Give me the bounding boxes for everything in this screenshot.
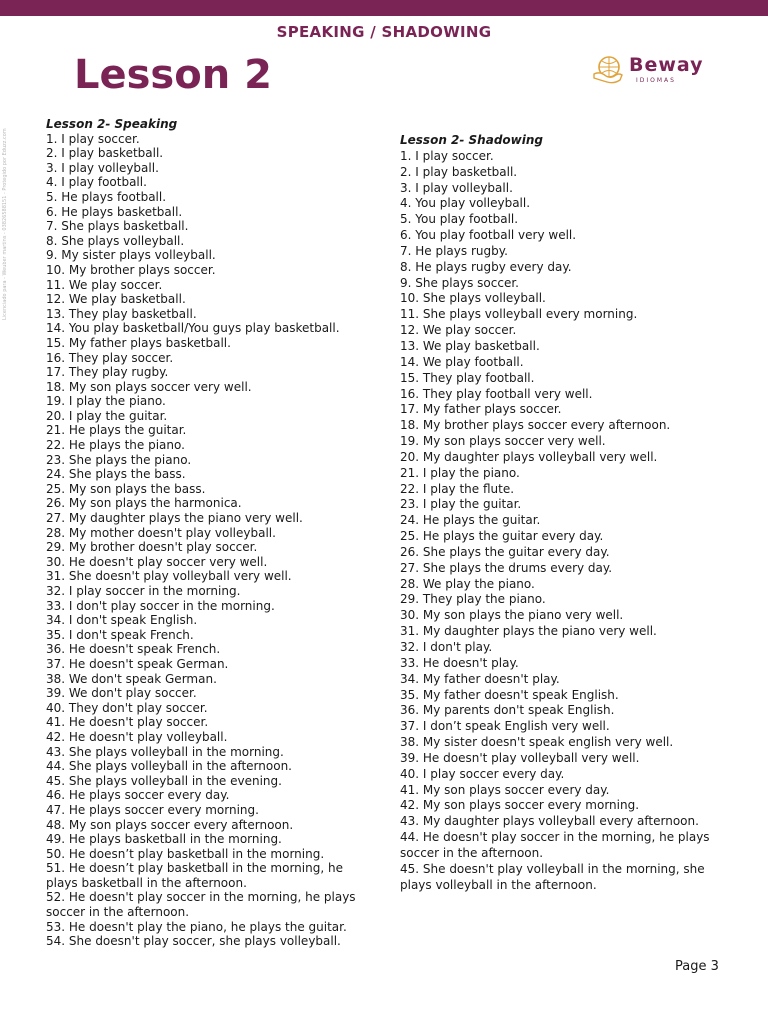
list-item: 44. He doesn't play soccer in the morning, he plays soccer in the afternoon. (400, 830, 710, 860)
list-item: 43. She plays volleyball in the morning. (46, 744, 284, 759)
list-item: 38. We don't speak German. (46, 671, 217, 686)
list-item: 18. My brother plays soccer every afternoon. (400, 418, 671, 433)
page-number: Page 3 (675, 959, 719, 974)
list-item: 20. I play the guitar. (46, 408, 168, 423)
list-item: 30. He doesn't play soccer very well. (46, 554, 268, 569)
list-item: 27. She plays the drums every day. (400, 560, 613, 575)
list-item: 23. She plays the piano. (46, 452, 192, 467)
list-item: 18. My son plays soccer very well. (46, 379, 252, 394)
list-item: 52. He doesn't play soccer in the morning, he plays soccer in the afternoon. (46, 890, 356, 920)
list-item: 9. She plays soccer. (400, 275, 519, 290)
list-item: 39. He doesn't play volleyball very well. (400, 750, 640, 765)
list-item: 33. I don't play soccer in the morning. (46, 598, 275, 613)
list-item: 21. He plays the guitar. (46, 423, 187, 438)
brand-logo (592, 52, 722, 88)
list-item: 17. They play rugby. (46, 365, 169, 380)
list-item: 8. She plays volleyball. (46, 233, 185, 248)
list-item: 51. He doesn’t play basketball in the morning, he plays basketball in the afternoon. (46, 861, 343, 890)
list-item: 37. He doesn't speak German. (46, 656, 229, 671)
list-item: 21. I play the piano. (400, 465, 520, 480)
list-item: 34. My father doesn't play. (400, 671, 560, 686)
list-item: 14. We play football. (400, 354, 524, 369)
list-item: 3. I play volleyball. (46, 160, 159, 175)
list-item: 22. I play the flute. (400, 481, 515, 496)
list-item: 36. He doesn't speak French. (46, 642, 221, 657)
list-item: 6. He plays basketball. (46, 204, 183, 219)
list-item: 42. He doesn't play volleyball. (46, 729, 228, 744)
speaking-list (46, 132, 376, 949)
list-item: 17. My father plays soccer. (400, 402, 562, 417)
section-title: SPEAKING / SHADOWING (276, 23, 492, 41)
list-item: 6. You play football very well. (400, 228, 577, 243)
list-item: 30. My son plays the piano very well. (400, 608, 624, 623)
hand-globe-icon (592, 54, 624, 84)
list-item: 12. We play basketball. (46, 292, 186, 307)
shadowing-list (400, 149, 730, 894)
list-item: 32. I play soccer in the morning. (46, 584, 241, 598)
list-item: 9. My sister plays volleyball. (46, 248, 216, 263)
list-item: 12. We play soccer. (400, 323, 517, 338)
list-item: 40. They don't play soccer. (46, 700, 208, 715)
list-item: 41. He doesn't play soccer. (46, 715, 209, 730)
list-item: 31. My daughter plays the piano very well. (400, 624, 657, 639)
list-item: 16. They play football very well. (400, 386, 593, 401)
list-item: 28. My mother doesn't play volleyball. (46, 525, 276, 540)
list-item: 20. My daughter plays volleyball very well. (400, 449, 658, 464)
list-item: 14. You play basketball/You guys play basketball. (46, 321, 340, 336)
list-item: 8. He plays rugby every day. (400, 259, 572, 274)
list-item: 22. He plays the piano. (46, 438, 185, 453)
top-color-bar (0, 0, 768, 16)
list-item: 4. I play football. (46, 175, 147, 190)
list-item: 25. My son plays the bass. (46, 481, 206, 496)
list-item: 48. My son plays soccer every afternoon. (46, 817, 294, 832)
list-item: 2. I play basketball. (400, 164, 518, 179)
list-item: 34. I don't speak English. (46, 613, 198, 628)
list-item: 43. My daughter plays volleyball every afternoon. (400, 814, 699, 829)
brand-name: Beway (629, 54, 704, 76)
speaking-column (46, 117, 376, 949)
list-item: 37. I don’t speak English very well. (400, 719, 610, 734)
shadowing-title: Lesson 2- Shadowing (400, 133, 543, 147)
list-item: 38. My sister doesn't speak english very well. (400, 735, 674, 750)
list-item: 16. They play soccer. (46, 350, 174, 365)
list-item: 27. My daughter plays the piano very well. (46, 511, 303, 526)
list-item: 10. My brother plays soccer. (46, 262, 216, 277)
list-item: 33. He doesn't play. (400, 655, 519, 670)
list-item: 54. She doesn't play soccer, she plays volleyball. (46, 934, 341, 949)
list-item: 26. She plays the guitar every day. (400, 544, 610, 559)
speaking-title: Lesson 2- Speaking (46, 117, 178, 131)
list-item: 13. They play basketball. (46, 306, 197, 321)
list-item: 7. She plays basketball. (46, 219, 189, 234)
list-item: 5. You play football. (400, 212, 519, 227)
list-item: 29. My brother doesn't play soccer. (46, 540, 258, 555)
list-item: 45. She plays volleyball in the evening. (46, 773, 282, 788)
list-item: 15. They play football. (400, 370, 535, 385)
list-item: 3. I play volleyball. (400, 180, 513, 195)
list-item: 39. We don't play soccer. (46, 686, 197, 701)
list-item: 29. They play the piano. (400, 592, 546, 607)
list-item: 23. I play the guitar. (400, 497, 522, 512)
list-item: 35. I don't speak French. (46, 627, 194, 642)
list-item: 36. My parents don't speak English. (400, 703, 615, 718)
list-item: 2. I play basketball. (46, 146, 164, 161)
list-item: 40. I play soccer every day. (400, 766, 565, 781)
list-item: 7. He plays rugby. (400, 243, 508, 258)
list-item: 4. You play volleyball. (400, 196, 531, 211)
list-item: 41. My son plays soccer every day. (400, 782, 610, 797)
shadowing-column (400, 133, 730, 894)
list-item: 19. My son plays soccer very well. (400, 434, 606, 449)
list-item: 50. He doesn’t play basketball in the morning. (46, 846, 325, 861)
list-item: 13. We play basketball. (400, 338, 540, 353)
list-item: 24. He plays the guitar. (400, 513, 541, 528)
list-item: 19. I play the piano. (46, 394, 166, 409)
list-item: 5. He plays football. (46, 189, 167, 204)
list-item: 53. He doesn't play the piano, he plays the guitar. (46, 919, 347, 934)
list-item: 44. She plays volleyball in the afternoon. (46, 759, 292, 774)
list-item: 42. My son plays soccer every morning. (400, 798, 640, 813)
brand-subtitle: IDIOMAS (636, 77, 676, 84)
list-item: 46. He plays soccer every day. (46, 788, 230, 803)
list-item: 15. My father plays basketball. (46, 335, 231, 350)
list-item: 45. She doesn't play volleyball in the morning, she plays volleyball in the afternoon. (400, 861, 705, 892)
side-watermark: Licenciado para - Weuber martins - 03826588151 - Protegido por Eduzz.com (2, 128, 8, 320)
list-item: 35. My father doesn't speak English. (400, 687, 619, 702)
list-item: 1. I play soccer. (46, 131, 140, 146)
list-item: 49. He plays basketball in the morning. (46, 832, 282, 847)
list-item: 47. He plays soccer every morning. (46, 802, 259, 817)
list-item: 10. She plays volleyball. (400, 291, 546, 306)
page-title: Lesson 2 (74, 52, 272, 98)
list-item: 31. She doesn't play volleyball very well. (46, 569, 292, 584)
list-item: 32. I don't play. (400, 640, 493, 654)
list-item: 11. We play soccer. (46, 277, 163, 292)
list-item: 28. We play the piano. (400, 576, 535, 591)
list-item: 26. My son plays the harmonica. (46, 496, 242, 511)
list-item: 25. He plays the guitar every day. (400, 529, 604, 544)
list-item: 1. I play soccer. (400, 148, 494, 163)
list-item: 24. She plays the bass. (46, 467, 186, 482)
list-item: 11. She plays volleyball every morning. (400, 307, 638, 322)
